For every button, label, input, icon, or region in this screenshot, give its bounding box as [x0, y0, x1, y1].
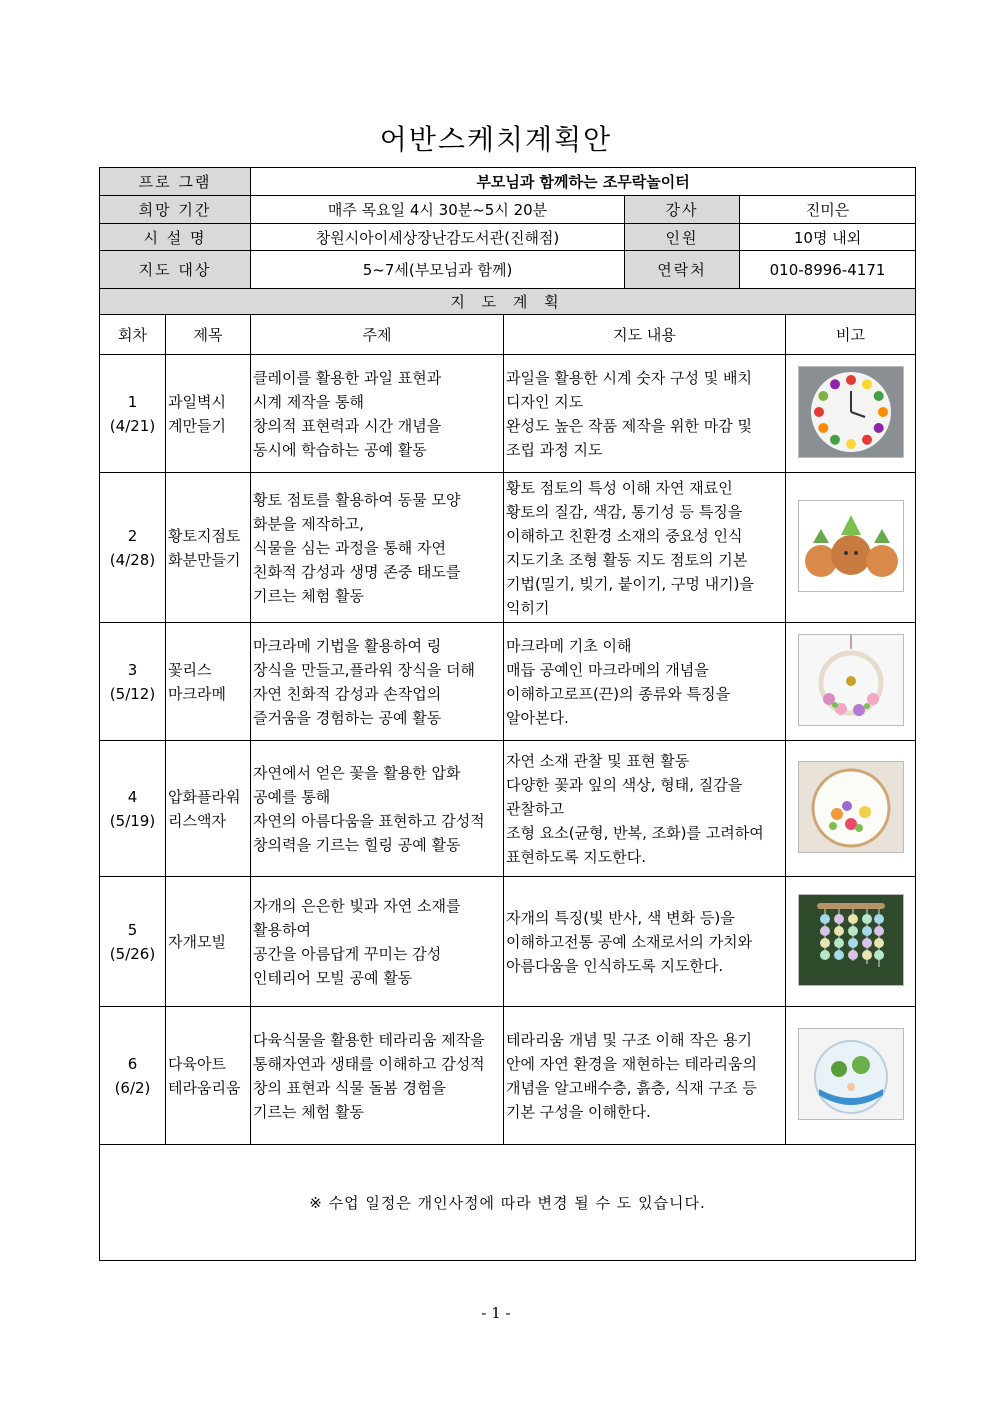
session-topic: [251, 741, 504, 877]
session-title-line: 계만들기: [168, 416, 226, 435]
session-row: [100, 741, 916, 877]
period-value: 매주 목요일 4시 30분~5시 20분: [251, 196, 625, 224]
clay-pot-photo: [798, 500, 904, 592]
session-content-line: 이해하고 친환경 소재의 중요성 인식: [506, 526, 743, 545]
column-header-row: [100, 315, 916, 355]
session-title: [166, 877, 251, 1007]
session-image-cell: [786, 877, 916, 1007]
session-topic-line: 자연의 아름다움을 표현하고 감성적: [253, 811, 485, 830]
schedule-note: ※ 수업 일정은 개인사정에 따라 변경 될 수 도 있습니다.: [100, 1145, 916, 1261]
session-topic-line: 동시에 학습하는 공예 활동: [253, 440, 427, 459]
session-number: [100, 473, 166, 623]
session-topic-line: 클레이를 활용한 과일 표현과: [253, 368, 442, 387]
session-topic: [251, 473, 504, 623]
session-date: (5/19): [109, 811, 156, 830]
pressed-flower-frame-photo: [798, 761, 904, 853]
session-number: [100, 741, 166, 877]
col-content: 지도 내용: [504, 315, 786, 355]
session-content-line: 개념을 알고배수층, 흙층, 식재 구조 등: [506, 1078, 757, 1097]
col-session: 회차: [100, 315, 166, 355]
session-content: [504, 877, 786, 1007]
note-row: [100, 1145, 916, 1261]
plan-section-header: 지 도 계 획: [100, 289, 916, 315]
session-content-line: 익히기: [506, 598, 550, 617]
session-content-line: 테라리움 개념 및 구조 이해 작은 용기: [506, 1030, 752, 1049]
people-value: 10명 내외: [740, 224, 916, 251]
session-image-cell: [786, 355, 916, 473]
col-topic: 주제: [251, 315, 504, 355]
session-topic-line: 친화적 감성과 생명 존중 태도를: [253, 562, 461, 581]
session-no: 1: [127, 392, 138, 411]
session-content: [504, 741, 786, 877]
session-topic-line: 기르는 체험 활동: [253, 1102, 364, 1121]
facility-value: 창원시아이세상장난감도서관(진해점): [251, 224, 625, 251]
session-topic-line: 자연 친화적 감성과 손작업의: [253, 684, 442, 703]
session-content-line: 관찰하고: [506, 799, 564, 818]
session-topic-line: 다육식물을 활용한 테라리움 제작을: [253, 1030, 485, 1049]
session-topic: [251, 1007, 504, 1145]
session-title-line: 압화플라워: [168, 787, 241, 806]
page-number: - 1 -: [481, 1304, 511, 1322]
plan-table: [99, 167, 916, 1261]
session-topic-line: 시계 제작을 통해: [253, 392, 364, 411]
session-date: (5/26): [109, 944, 156, 963]
session-topic: [251, 877, 504, 1007]
session-content-line: 마크라메 기초 이해: [506, 636, 632, 655]
people-label: 인원: [625, 224, 740, 251]
session-image-cell: [786, 1007, 916, 1145]
terrarium-photo: [798, 1028, 904, 1120]
session-title-line: 테라움리움: [168, 1078, 241, 1097]
target-row: [100, 251, 916, 289]
session-content: [504, 355, 786, 473]
session-image-cell: [786, 623, 916, 741]
session-title: [166, 355, 251, 473]
session-topic-line: 황토 점토를 활용하여 동물 모양: [253, 490, 461, 509]
session-number: [100, 1007, 166, 1145]
session-row: [100, 473, 916, 623]
session-content-line: 자연 소재 관찰 및 표현 활동: [506, 751, 690, 770]
session-topic-line: 식물을 심는 과정을 통해 자연: [253, 538, 446, 557]
target-label: 지도 대상: [100, 251, 251, 289]
instructor-value: 진미은: [740, 196, 916, 224]
session-topic-line: 창의 표현과 식물 돌봄 경험을: [253, 1078, 446, 1097]
session-number: [100, 877, 166, 1007]
col-note: 비고: [786, 315, 916, 355]
plan-section-row: [100, 289, 916, 315]
session-content-line: 이해하고전통 공예 소재로서의 가치와: [506, 932, 753, 951]
contact-value: 010-8996-4171: [740, 251, 916, 289]
session-content-line: 조형 요소(균형, 반복, 조화)를 고려하여: [506, 823, 764, 842]
session-topic: [251, 355, 504, 473]
session-date: (4/28): [109, 550, 156, 569]
session-content-line: 아름다움을 인식하도록 지도한다.: [506, 956, 724, 975]
session-title-line: 꽃리스: [168, 660, 212, 679]
program-row: [100, 168, 916, 196]
session-topic-line: 자개의 은은한 빛과 자연 소재를: [253, 896, 461, 915]
session-title-line: 다육아트: [168, 1054, 226, 1073]
session-title: [166, 1007, 251, 1145]
session-content: [504, 1007, 786, 1145]
session-row: [100, 1007, 916, 1145]
session-row: [100, 623, 916, 741]
session-content-line: 지도기초 조형 활동 지도 점토의 기본: [506, 550, 748, 569]
session-content-line: 자개의 특징(빛 반사, 색 변화 등)을: [506, 908, 735, 927]
session-topic-line: 자연에서 얻은 꽃을 활용한 압화: [253, 763, 461, 782]
session-title-line: 리스액자: [168, 811, 226, 830]
session-topic-line: 기르는 체험 활동: [253, 586, 364, 605]
period-label: 희망 기간: [100, 196, 251, 224]
fruit-clock-photo: [798, 366, 904, 458]
session-content-line: 표현하도록 지도한다.: [506, 847, 646, 866]
session-topic-line: 공간을 아름답게 꾸미는 감성: [253, 944, 442, 963]
session-row: [100, 877, 916, 1007]
session-topic: [251, 623, 504, 741]
session-title: [166, 473, 251, 623]
session-content-line: 이해하고로프(끈)의 종류와 특징을: [506, 684, 731, 703]
contact-label: 연락처: [625, 251, 740, 289]
session-content-line: 다양한 꽃과 잎의 색상, 형태, 질감을: [506, 775, 743, 794]
session-row: [100, 355, 916, 473]
session-no: 2: [127, 526, 138, 545]
session-title-line: 자개모빌: [168, 932, 226, 951]
session-title: [166, 623, 251, 741]
session-topic-line: 마크라메 기법을 활용하여 링: [253, 636, 442, 655]
session-topic-line: 화분을 제작하고,: [253, 514, 364, 533]
session-image-cell: [786, 741, 916, 877]
session-date: (6/2): [114, 1078, 151, 1097]
program-value: 부모님과 함께하는 조무락놀이터: [251, 168, 916, 196]
session-number: [100, 355, 166, 473]
session-topic-line: 통해자연과 생태를 이해하고 감성적: [253, 1054, 485, 1073]
session-title: [166, 741, 251, 877]
session-topic-line: 활용하여: [253, 920, 311, 939]
session-content-line: 조립 과정 지도: [506, 440, 603, 459]
session-topic-line: 장식을 만들고,플라워 장식을 더해: [253, 660, 475, 679]
session-content-line: 디자인 지도: [506, 392, 584, 411]
session-title-line: 마크라메: [168, 684, 226, 703]
session-content-line: 매듭 공예인 마크라메의 개념을: [506, 660, 709, 679]
session-no: 3: [127, 660, 138, 679]
session-title-line: 화분만들기: [168, 550, 241, 569]
session-topic-line: 공예를 통해: [253, 787, 331, 806]
session-content-line: 알아본다.: [506, 708, 569, 727]
session-topic-line: 창의적 표현력과 시간 개념을: [253, 416, 442, 435]
session-content-line: 기본 구성을 이해한다.: [506, 1102, 651, 1121]
session-content: [504, 473, 786, 623]
session-content-line: 황토의 질감, 색감, 통기성 등 특징을: [506, 502, 743, 521]
target-value: 5~7세(부모님과 함께): [251, 251, 625, 289]
session-title-line: 과일벽시: [168, 392, 226, 411]
session-no: 6: [127, 1054, 138, 1073]
session-no: 4: [127, 787, 138, 806]
program-label: 프로 그램: [100, 168, 251, 196]
session-number: [100, 623, 166, 741]
instructor-label: 강사: [625, 196, 740, 224]
shell-mobile-photo: [798, 894, 904, 986]
session-content: [504, 623, 786, 741]
session-content-line: 완성도 높은 작품 제작을 위한 마감 및: [506, 416, 752, 435]
facility-row: [100, 224, 916, 251]
session-image-cell: [786, 473, 916, 623]
session-date: (5/12): [109, 684, 156, 703]
session-date: (4/21): [109, 416, 156, 435]
page-title: 어반스케치계획안: [379, 123, 613, 156]
session-title-line: 황토지점토: [168, 526, 241, 545]
facility-label: 시 설 명: [100, 224, 251, 251]
macrame-wreath-photo: [798, 634, 904, 726]
session-topic-line: 즐거움을 경험하는 공예 활동: [253, 708, 442, 727]
session-content-line: 과일을 활용한 시계 숫자 구성 및 배치: [506, 368, 752, 387]
session-content-line: 기법(밀기, 빚기, 붙이기, 구멍 내기)을: [506, 574, 754, 593]
col-title: 제목: [166, 315, 251, 355]
period-row: [100, 196, 916, 224]
session-topic-line: 인테리어 모빌 공예 활동: [253, 968, 413, 987]
session-content-line: 황토 점토의 특성 이해 자연 재료인: [506, 478, 733, 497]
session-topic-line: 창의력을 기르는 힐링 공예 활동: [253, 835, 461, 854]
session-content-line: 안에 자연 환경을 재현하는 테라리움의: [506, 1054, 757, 1073]
session-no: 5: [127, 920, 138, 939]
